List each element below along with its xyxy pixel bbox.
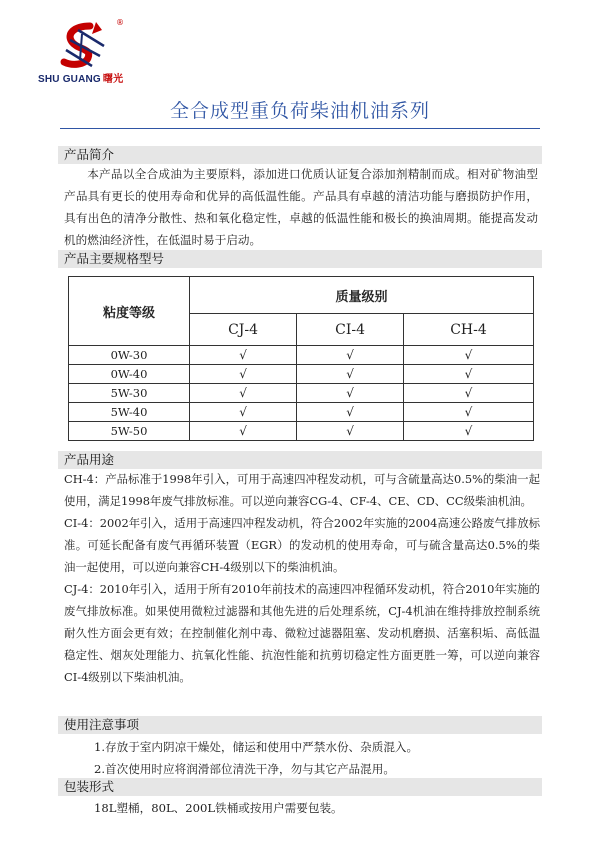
check-mark: √: [404, 365, 534, 384]
intro-paragraph: 本产品以全合成油为主要原料，添加进口优质认证复合添加剂精制而成。相对矿物油型产品具有更长的使用寿命和优异的高低温性能。产品具有卓越的清洁功能与磨损防护作用，具有出色的清净分散性、热和氧化稳定性，卓越的低温性能和极长的换油周期。能提高发动机的燃油经济性，在低温时易于启动。: [64, 167, 538, 247]
viscosity-cell: 0W-40: [69, 365, 190, 384]
viscosity-cell: 5W-30: [69, 384, 190, 403]
title-divider: [60, 128, 540, 129]
packaging-text: 18L塑桶，80L、200L铁桶或按用户需要包装。: [94, 801, 343, 815]
note-item: 1.存放于室内阴凉干燥处，储运和使用中严禁水份、杂质混入。: [94, 740, 419, 754]
check-mark: √: [190, 346, 297, 365]
section-heading-packaging: 包装形式: [58, 778, 542, 796]
intro-text-block: [64, 163, 538, 251]
check-mark: √: [297, 384, 404, 403]
usage-paragraph-ch4: CH-4：产品标准于1998年引入，可用于高速四冲程发动机，可与含硫量高达0.5%的柴油一起使用，满足1998年废气排放标准。可以逆向兼容CG-4、CF-4、CE、CD、CC级柴油机油。: [64, 472, 540, 508]
check-mark: √: [297, 403, 404, 422]
usage-paragraph-cj4: CJ-4：2010年引入，适用于所有2010年前技术的高速四冲程循环发动机，符合2010年实施的废气排放标准。如果使用微粒过滤器和其他先进的后处理系统，CJ-4机油在维持排放控制系统耐久性方面会更有效；在控制催化剂中毒、微粒过滤器阻塞、发动机磨损、活塞积垢、高低温稳定性、烟灰处理能力、抗氧化性能、抗泡性能和抗剪切稳定性方面更胜一筹，可以逆向兼容CI-4级别以下柴油机油。: [64, 582, 540, 684]
table-row: [69, 384, 534, 403]
check-mark: √: [190, 403, 297, 422]
section-heading-usage: 产品用途: [58, 451, 542, 469]
note-item: 2.首次使用时应将润滑部位清洗干净，勿与其它产品混用。: [94, 762, 395, 776]
section-heading-specs: 产品主要规格型号: [58, 250, 542, 268]
table-row: [69, 422, 534, 441]
brand-logo: [30, 18, 150, 88]
check-mark: √: [297, 422, 404, 441]
grade-header: CH-4: [404, 314, 534, 346]
grade-header: CJ-4: [190, 314, 297, 346]
check-mark: √: [404, 403, 534, 422]
section-heading-notes: 使用注意事项: [58, 716, 542, 734]
usage-paragraph-ci4: CI-4：2002年引入，适用于高速四冲程发动机，符合2002年实施的2004高速公路废气排放标准。可延长配备有废气再循环装置（EGR）的发动机的使用寿命，可与硫含量高达0.5%的柴油一起使用，可以逆向兼容CH-4级别以下的柴油机油。: [64, 516, 540, 574]
packaging-text-block: [94, 797, 540, 819]
table-row: [69, 346, 534, 365]
spec-table: [68, 276, 534, 441]
check-mark: √: [190, 365, 297, 384]
check-mark: √: [190, 384, 297, 403]
check-mark: √: [297, 346, 404, 365]
page-title: 全合成型重负荷柴油机油系列: [169, 100, 430, 122]
table-row: [69, 365, 534, 384]
viscosity-header: 粘度等级: [69, 277, 190, 346]
section-heading-intro: 产品简介: [58, 146, 542, 164]
viscosity-cell: 5W-50: [69, 422, 190, 441]
shuguang-logo-icon: [52, 20, 112, 70]
viscosity-cell: 5W-40: [69, 403, 190, 422]
table-row: [69, 403, 534, 422]
brand-name: [38, 70, 123, 85]
check-mark: √: [404, 346, 534, 365]
usage-text-block: [64, 468, 540, 688]
notes-list: [94, 736, 540, 780]
check-mark: √: [404, 422, 534, 441]
quality-header: 质量级别: [190, 277, 534, 314]
check-mark: √: [404, 384, 534, 403]
brand-name-en: SHU GUANG: [38, 74, 101, 85]
registered-mark: ®: [116, 18, 124, 27]
grade-header: CI-4: [297, 314, 404, 346]
check-mark: √: [297, 365, 404, 384]
brand-name-cn: 曙光: [102, 74, 124, 85]
viscosity-cell: 0W-30: [69, 346, 190, 365]
check-mark: √: [190, 422, 297, 441]
